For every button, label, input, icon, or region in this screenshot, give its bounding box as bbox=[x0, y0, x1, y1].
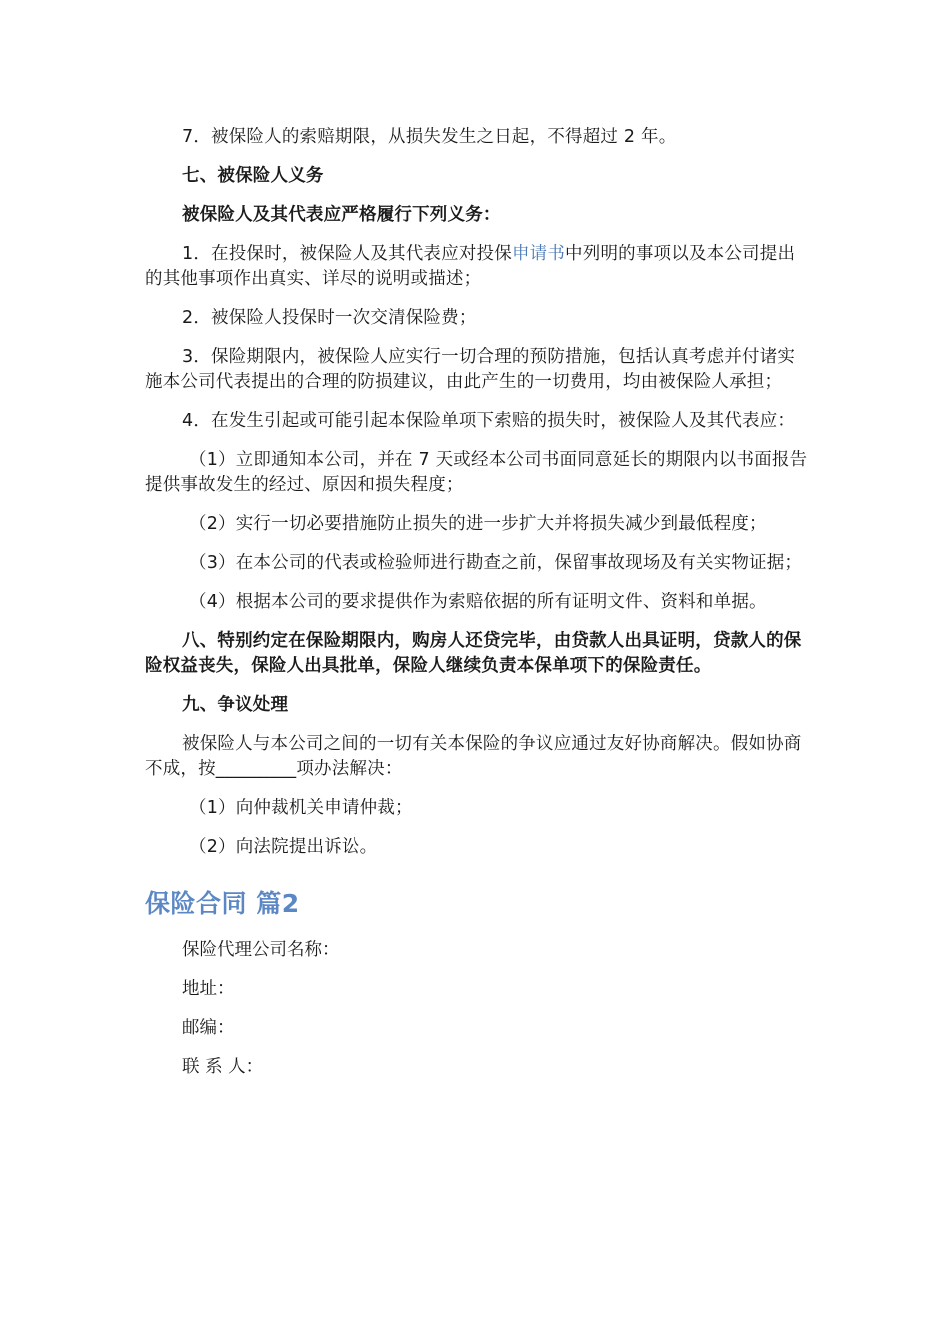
section-7-intro: 被保险人及其代表应严格履行下列义务： bbox=[182, 205, 501, 225]
address-field: 地址： bbox=[182, 979, 235, 999]
obligation-subitem-4: （4）根据本公司的要求提供作为索赔依据的所有证明文件、资料和单据。 bbox=[189, 592, 767, 612]
section-8-special-agreement: 八、特别约定在保险期限内，购房人还贷完毕，由贷款人出具证明，贷款人的保险权益丧失，保险人出具批单，保险人继续负责本保单项下的保险责任。 bbox=[145, 631, 802, 676]
agency-company-name-field: 保险代理公司名称： bbox=[182, 940, 340, 960]
obligation-item-1-text-a: 1．在投保时，被保险人及其代表应对投保 bbox=[182, 244, 512, 264]
obligation-item-2: 2．被保险人投保时一次交清保险费； bbox=[182, 308, 477, 328]
section-9-title: 九、争议处理 bbox=[182, 695, 289, 715]
contract-part-2-heading: 保险合同 篇2 bbox=[145, 889, 300, 918]
dispute-resolution-text: 被保险人与本公司之间的一切有关本保险的争议应通过友好协商解决。假如协商不成，按_________项办法解决： bbox=[145, 734, 802, 779]
section-7-title: 七、被保险人义务 bbox=[182, 166, 324, 186]
obligation-item-3: 3．保险期限内，被保险人应实行一切合理的预防措施，包括认真考虑并付诸实施本公司代表提出的合理的防损建议，由此产生的一切费用，均由被保险人承担； bbox=[145, 347, 796, 392]
obligation-item-4: 4．在发生引起或可能引起本保险单项下索赔的损失时，被保险人及其代表应： bbox=[182, 411, 796, 431]
document-page bbox=[145, 125, 810, 1094]
obligation-subitem-1: （1）立即通知本公司，并在 7 天或经本公司书面同意延长的期限内以书面报告提供事故发生的经过、原因和损失程度； bbox=[145, 450, 808, 495]
obligation-item-1-text-b: 中列明的事项以及本公司提出的其他事项作出真实、详尽的说明或描述； bbox=[145, 244, 796, 289]
obligation-item-1 bbox=[145, 242, 810, 292]
obligation-subitem-3: （3）在本公司的代表或检验师进行勘查之前，保留事故现场及有关实物证据； bbox=[189, 553, 803, 573]
dispute-option-1: （1）向仲裁机关申请仲裁； bbox=[189, 798, 413, 818]
application-form-link[interactable]: 申请书 bbox=[511, 244, 566, 264]
dispute-option-2: （2）向法院提出诉讼。 bbox=[189, 837, 378, 857]
obligation-subitem-2: （2）实行一切必要措施防止损失的进一步扩大并将损失减少到最低程度； bbox=[189, 514, 767, 534]
postcode-field: 邮编： bbox=[182, 1018, 235, 1038]
claim-period-paragraph: 7．被保险人的索赔期限，从损失发生之日起，不得超过 2 年。 bbox=[182, 127, 677, 147]
contact-person-field: 联 系 人： bbox=[182, 1057, 264, 1077]
